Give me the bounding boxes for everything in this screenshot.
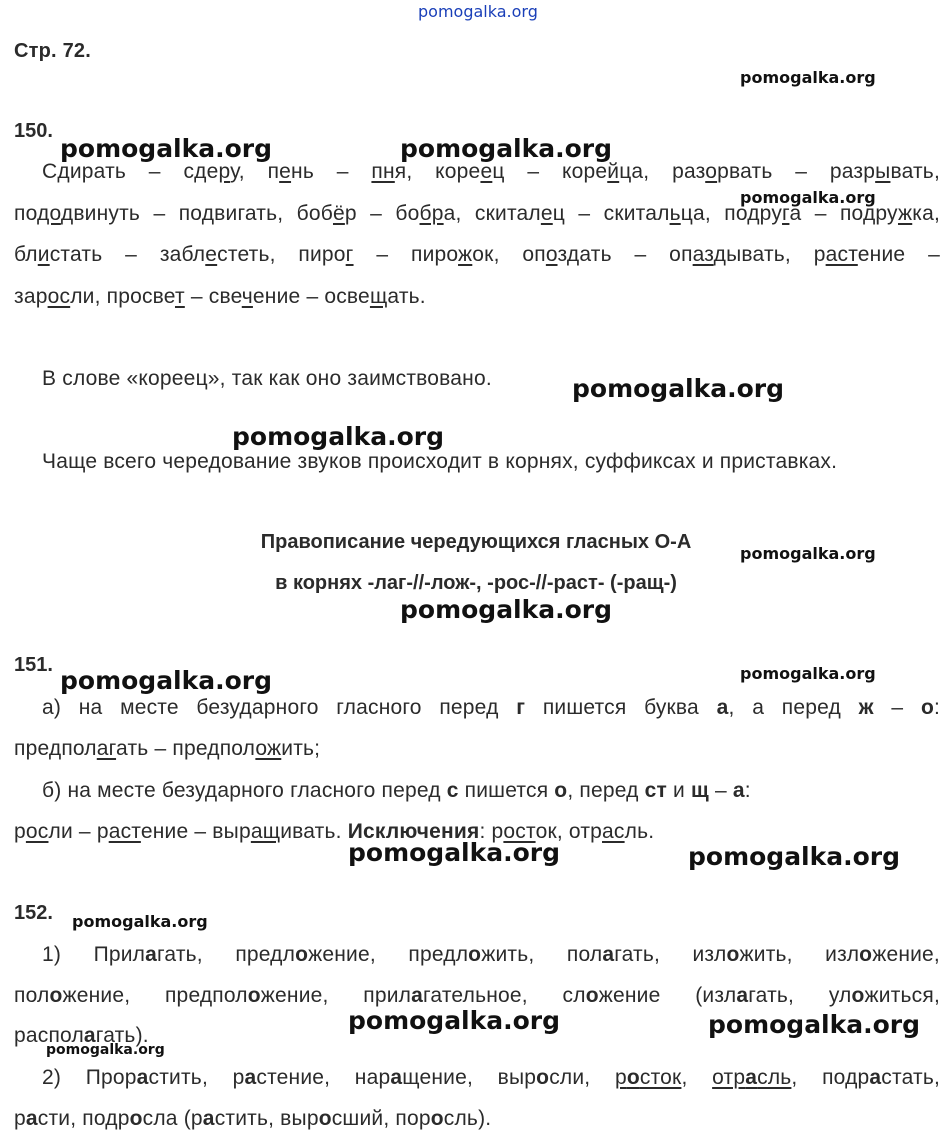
page-reference: Стр. 72. [14,40,91,62]
watermark: pomogalka.org [400,134,613,163]
watermark: pomogalka.org [60,134,273,163]
ex152-part-1-line-3: располагать). [14,1024,149,1047]
ex152-part-1-line-2: положение, предположение, прилагательное, сложение (излагать, уложиться, [14,984,940,1007]
ex150-line-4: заросли, просвет – свечение – освещать. [14,285,426,308]
watermark: pomogalka.org [46,1042,165,1058]
ex151-rule-b-line-2: росли – растение – выращивать. Исключения: росток, отрасль. [14,820,655,843]
watermark-top: pomogalka.org [418,2,538,21]
ex150-line-3: блистать – заблестеть, пирог – пирожок, опоздать – опаздывать, растение – [14,243,940,266]
watermark: pomogalka.org [60,666,273,695]
ex151-rule-a-line-1: а) на месте безударного гласного перед г пишется буква а, а перед ж – о: [42,696,941,719]
ex150-answer-2: Чаще всего чередование звуков происходит в корнях, суффиксах и приставках. [42,450,838,473]
watermark: pomogalka.org [740,544,876,563]
exercise-number-151: 151. [14,654,53,676]
watermark: pomogalka.org [348,838,561,867]
exercise-number-152: 152. [14,902,53,924]
ex150-line-1: Сдирать – сдеру, пень – пня, кореец – корейца, разорвать – разрывать, [42,160,940,183]
watermark: pomogalka.org [740,664,876,683]
watermark: pomogalka.org [348,1006,561,1035]
ex151-rule-a-line-2: предполагать – предположить; [14,737,321,760]
section-heading-line-2: в корнях -лаг-//-лож-, -рос-//-раст- (-ращ-) [275,572,677,594]
watermark: pomogalka.org [400,595,613,624]
ex152-part-2-line-2: расти, подросла (растить, выросший, поросль). [14,1107,492,1130]
section-heading-line-1: Правописание чередующихся гласных О-А [260,531,692,553]
ex151-rule-b-line-1: б) на месте безударного гласного перед с пишется о, перед ст и щ – а: [42,779,751,802]
watermark: pomogalka.org [72,912,208,931]
watermark: pomogalka.org [740,68,876,87]
ex150-line-2: пододвинуть – подвигать, бобёр – бобра, скиталец – скитальца, подруга – подружка, [14,202,940,225]
watermark: pomogalka.org [688,842,901,871]
ex150-answer-1: В слове «кореец», так как оно заимствовано. [42,367,492,390]
ex152-part-2-line-1: 2) Прорастить, растение, наращение, выросли, росток, отрасль, подрастать, [42,1066,940,1089]
ex152-part-1-line-1: 1) Прилагать, предложение, предложить, полагать, изложить, изложение, [42,943,940,966]
watermark: pomogalka.org [572,374,785,403]
watermark: pomogalka.org [232,422,445,451]
watermark: pomogalka.org [740,188,876,207]
watermark: pomogalka.org [708,1010,921,1039]
exercise-number-150: 150. [14,120,53,142]
